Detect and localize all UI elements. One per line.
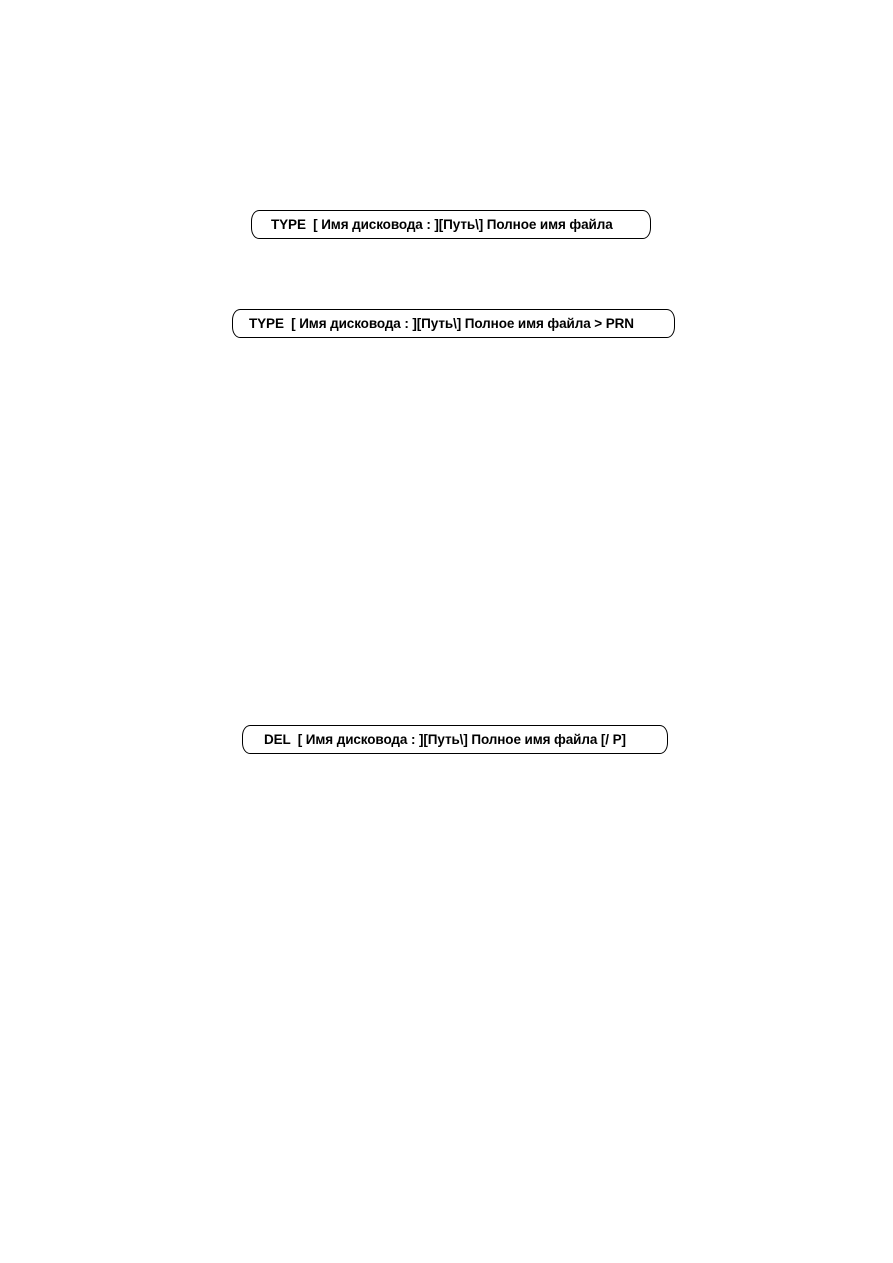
type-command-syntax-box	[251, 210, 651, 239]
type-prn-command-syntax-box	[232, 309, 675, 338]
type-prn-command-syntax-text: TYPE [ Имя дисковода : ][Путь\] Полное имя файла > PRN	[249, 315, 634, 331]
type-command-syntax-text: TYPE [ Имя дисковода : ][Путь\] Полное имя файла	[271, 216, 613, 232]
del-command-syntax-box	[242, 725, 668, 754]
del-command-syntax-text: DEL [ Имя дисковода : ][Путь\] Полное имя файла [/ P]	[264, 731, 626, 747]
